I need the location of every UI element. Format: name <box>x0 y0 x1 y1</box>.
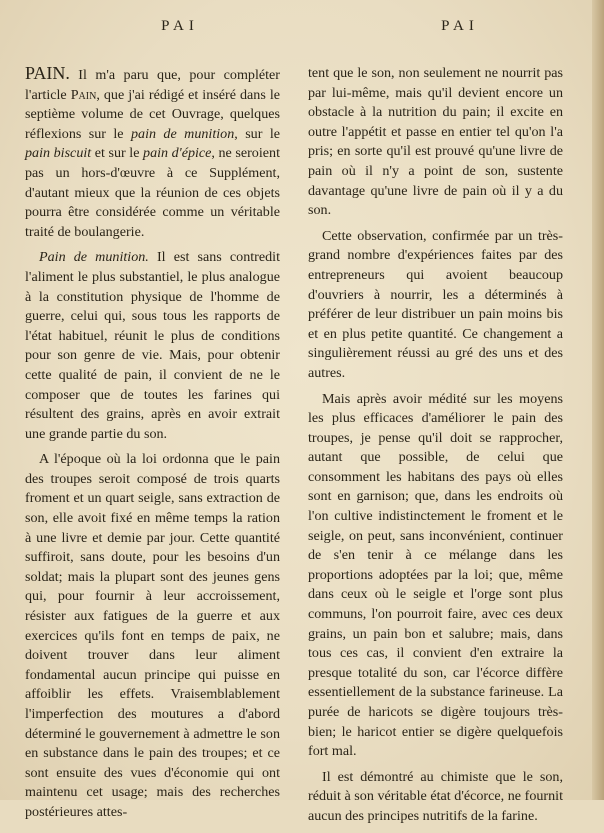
text-run: , ne seroient pas un hors-d'œuvre à ce Supplément, d'autant mieux que la réunion de ces objets pourra être considérée comme un véritable traité de boulangerie. <box>25 145 280 240</box>
text-run: Il m'a paru que, pour compléter l'article <box>25 67 280 103</box>
italic-term: pain d'épice <box>143 145 212 162</box>
italic-term: pain de munition <box>130 125 235 142</box>
italic-term: pain biscuit <box>25 145 92 162</box>
paragraph-chimiste: Il est démontré au chimiste que le son, réduit à son véritable état d'écorce, ne fournit aucun des principes nutritifs de la farine. <box>308 768 563 824</box>
subentry-heading: Pain de munition. <box>39 249 149 266</box>
paragraph-pain-de-munition <box>25 248 280 444</box>
entry-headword: PAIN. <box>25 63 70 83</box>
text-run: Il est sans contredit l'aliment le plus substantiel, le plus analogue à la constitution physique de l'homme de guerre, celui qui, sous tous les rapports de l'état habituel, réunit le plus de conditions pour son genre de vie. Mais, pour obtenir cette qualité de pain, il convient de ne le composer que de toutes les farines qui résultent des grains, après en avoir extrait une grande partie du son. <box>25 249 280 442</box>
page-edge <box>592 0 604 800</box>
paragraph-pain-intro <box>25 64 280 242</box>
paragraph-observation: Cette observation, confirmée par un très-grand nombre d'expériences faites par des entrepreneurs qui avoient beaucoup d'ouvriers à nourrir, les a déterminés à préférer de leur distribuer un pain moins bis et en plus petite quantité. Ce changement a singulièrement réussi au gré des uns et des autres. <box>308 227 563 381</box>
left-column <box>25 64 280 829</box>
running-head-left: PAI <box>161 18 199 34</box>
paragraph-moyens: Mais après avoir médité sur les moyens les plus efficaces d'améliorer le pain des troupes, je pense qu'il doit se rapprocher, autant que possible, de celui que consomment les habitans des pays où elles sont en garnison; que, dans les endroits où l'on cultive indistinctement le froment et le seigle, on peut, sans inconvénient, continuer de s'en tenir à ce mélange dans les proportions adoptées par la loi; que, même dans ceux où le seigle et l'orge sont plus communs, l'on pourroit faire, avec ces deux grains, un pain bon et salubre; mais, dans tous ces cas, il convient d'en extraire la presque totalité du son, car l'écorce diffère essentiellement de la substance farineuse. La purée de haricots se digère toujours très-bien; le haricot entier se digère quelquefois fort mal. <box>308 390 563 760</box>
running-head-right: PAI <box>441 18 479 34</box>
text-run: , que j'ai rédigé et inséré dans le septième volume de cet Ouvrage, quelques réflexions sur le <box>25 86 280 142</box>
text-run: et sur le <box>91 145 144 162</box>
paragraph-continued: tent que le son, non seulement ne nourrit pas par lui-même, mais qu'il devient encore un obstacle à la nutrition du pain; il excite en outre l'appétit et passe en entier tel qu'on l'a pris; en sorte qu'il est prouvé qu'une livre de pain où il n'y a point de son, sustente davantage qu'une livre de pain où il y a du son. <box>308 65 563 219</box>
paragraph-loi: A l'époque où la loi ordonna que le pain des troupes seroit composé de trois quarts froment et un quart seigle, sans extraction de son, elle avoit fixé en même temps la ration à une livre et demie par jour. Cette quantité suffiroit, sans doute, pour les besoins d'un soldat; mais la plupart sont des jeunes gens qui, pour fournir à leur accroissement, résister aux fatigues de la guerre et aux exercices qu'ils font en temps de paix, ne doivent trouver dans leur aliment fondamental aucun principe qui puisse en affoiblir les effets. Vraisemblablement l'imperfection des moutures a d'abord déterminé le gouvernement à admettre le son en substance dans le pain des troupes; et ce sont ensuite des vues d'économie qui ont maintenu cet usage; mais des recherches postérieures attes- <box>25 451 280 820</box>
right-column <box>308 64 563 833</box>
cross-reference: Pain <box>70 86 97 103</box>
text-run: , sur le <box>234 125 280 142</box>
